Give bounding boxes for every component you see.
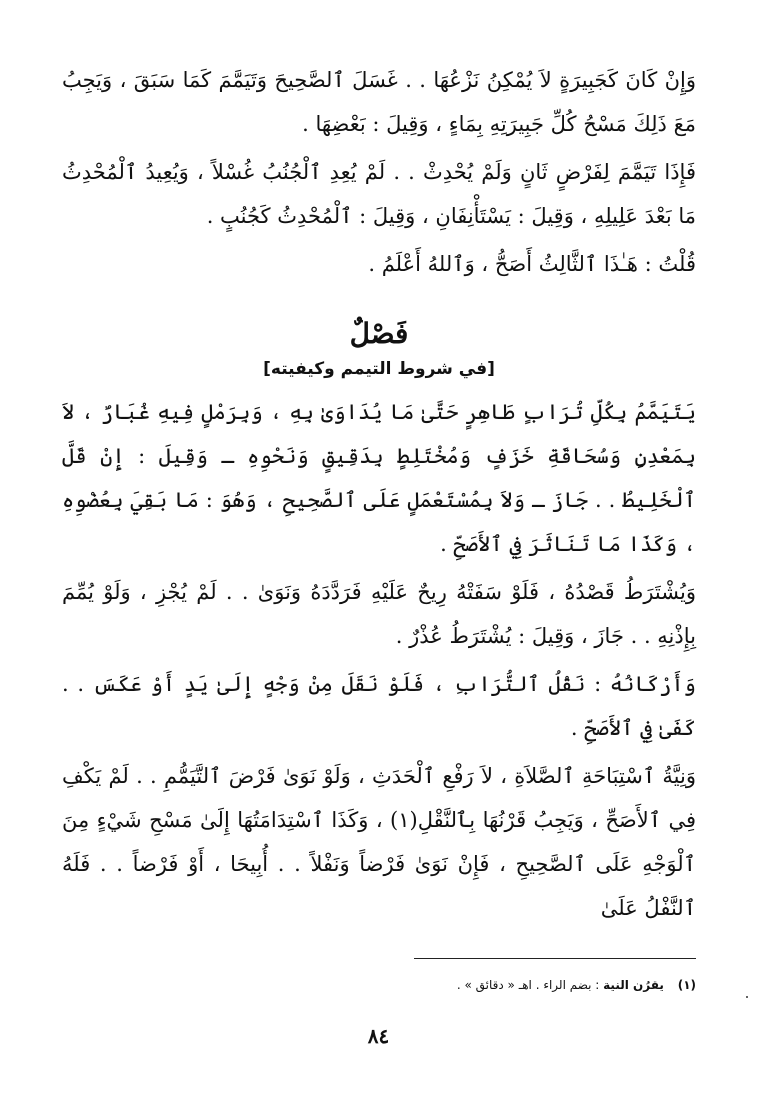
paragraph-niyya: وَنِيَّةُ ٱسْتِبَاحَةِ ٱلصَّلاَةِ ، لاَ رَفْعِ ٱلْحَدَثِ ، وَلَوْ نَوَىٰ فَرْضَ ٱلتَّيَمُّمِ . . لَمْ يَكْفِ فِي ٱلأَصَحِّ ، وَيَجِبُ قَرْنُهَا بِٱلنَّقْلِ(١) ، وَكَذَا ٱسْتِدَامَتُهَا إِلَىٰ مَسْحِ شَيْءٍ مِنَ ٱلْوَجْهِ عَلَى ٱلصَّحِيحِ ، فَإِنْ نَوَىٰ فَرْضاً وَنَفْلاً . . أُبِيحَا ، أَوْ فَرْضاً . . فَلَهُ ٱلنَّفْلُ عَلَىٰ <box>62 764 696 920</box>
page-body <box>62 58 696 934</box>
paragraph-pillars: وَأَرْكَانُهُ : نَقْلُ ٱلتُّرَابِ ، فَلَوْ نَقَلَ مِنْ وَجْهٍ إِلَىٰ يَدٍ أَوْ عَكَسَ . . كَفَىٰ فِي ٱلأَصَحِّ . <box>62 672 696 740</box>
margin-dot <box>746 996 748 998</box>
footnote-head: يقرُن النية <box>603 978 664 992</box>
paragraph-second-obligation: فَإِذَا تَيَمَّمَ لِفَرْضٍ ثَانٍ وَلَمْ يُحْدِثْ . . لَمْ يُعِدِ ٱلْجُنُبُ غُسْلاً ، وَيُعِيدُ ٱلْمُحْدِثُ مَا بَعْدَ عَلِيلِهِ ، وَقِيلَ : يَسْتَأْنِفَانِ ، وَقِيلَ : ٱلْمُحْدِثُ كَجُنُبٍ . <box>62 160 696 228</box>
footnote-text: : بضم الراء . اهـ « دقائق » . <box>456 978 600 992</box>
section-title: فَصْلٌ <box>349 317 409 350</box>
section-heading <box>62 314 696 384</box>
footnote-separator <box>414 958 696 959</box>
paragraph-intention-condition: وَيُشْتَرَطُ قَصْدُهُ ، فَلَوْ سَفَتْهُ رِيحٌ عَلَيْهِ فَرَدَّدَهُ وَنَوَىٰ . . لَمْ يُجْزِ ، وَلَوْ يُمِّمَ بِإِذْنِهِ . . جَازَ ، وَقِيلَ : يُشْتَرَطُ عُذْرٌ . <box>62 580 696 648</box>
paragraph-jabira: وَإِنْ كَانَ كَجَبِيرَةٍ لاَ يُمْكِنُ نَزْعُهَا . . غَسَلَ ٱلصَّحِيحَ وَتَيَمَّمَ كَمَا سَبَقَ ، وَيَجِبُ مَعَ ذَلِكَ مَسْحُ كُلِّ جَبِيرَتِهِ بِمَاءٍ ، وَقِيلَ : بَعْضِهَا . <box>62 68 696 136</box>
paragraph-tayammum-soil: يَتَيَمَّمُ بِكُلِّ تُرَابٍ طَاهِرٍ حَتَّىٰ مَا يُدَاوَىٰ بِهِ ، وَبِرَمْلٍ فِيهِ غُبَارٌ ، لاَ بِمَعْدِنٍ وَسُحَاقَةِ خَزَفٍ وَمُخْتَلِطٍ بِدَقِيقٍ وَنَحْوِهِ ـ وَقِيلَ : إِنْ قَلَّ ٱلْخَلِيطُ . . جَازَ ـ وَلاَ بِمُسْتَعْمَلٍ عَلَى ٱلصَّحِيحِ ، وَهُوَ : مَا بَقِيَ بِعُضْوِهِ ، وَكَذَا مَا تَنَاثَرَ فِي ٱلأَصَحِّ . <box>62 400 696 556</box>
footnote-number: (١) <box>677 978 696 992</box>
page-number: ٨٤ <box>367 1024 390 1048</box>
section-subtitle: [في شروط التيمم وكيفيته] <box>263 359 495 379</box>
footnote <box>96 974 696 996</box>
paragraph-author-opinion: قُلْتُ : هَـٰذَا ٱلثَّالِثُ أَصَحُّ ، وَٱللهُ أَعْلَمُ . <box>368 252 696 276</box>
